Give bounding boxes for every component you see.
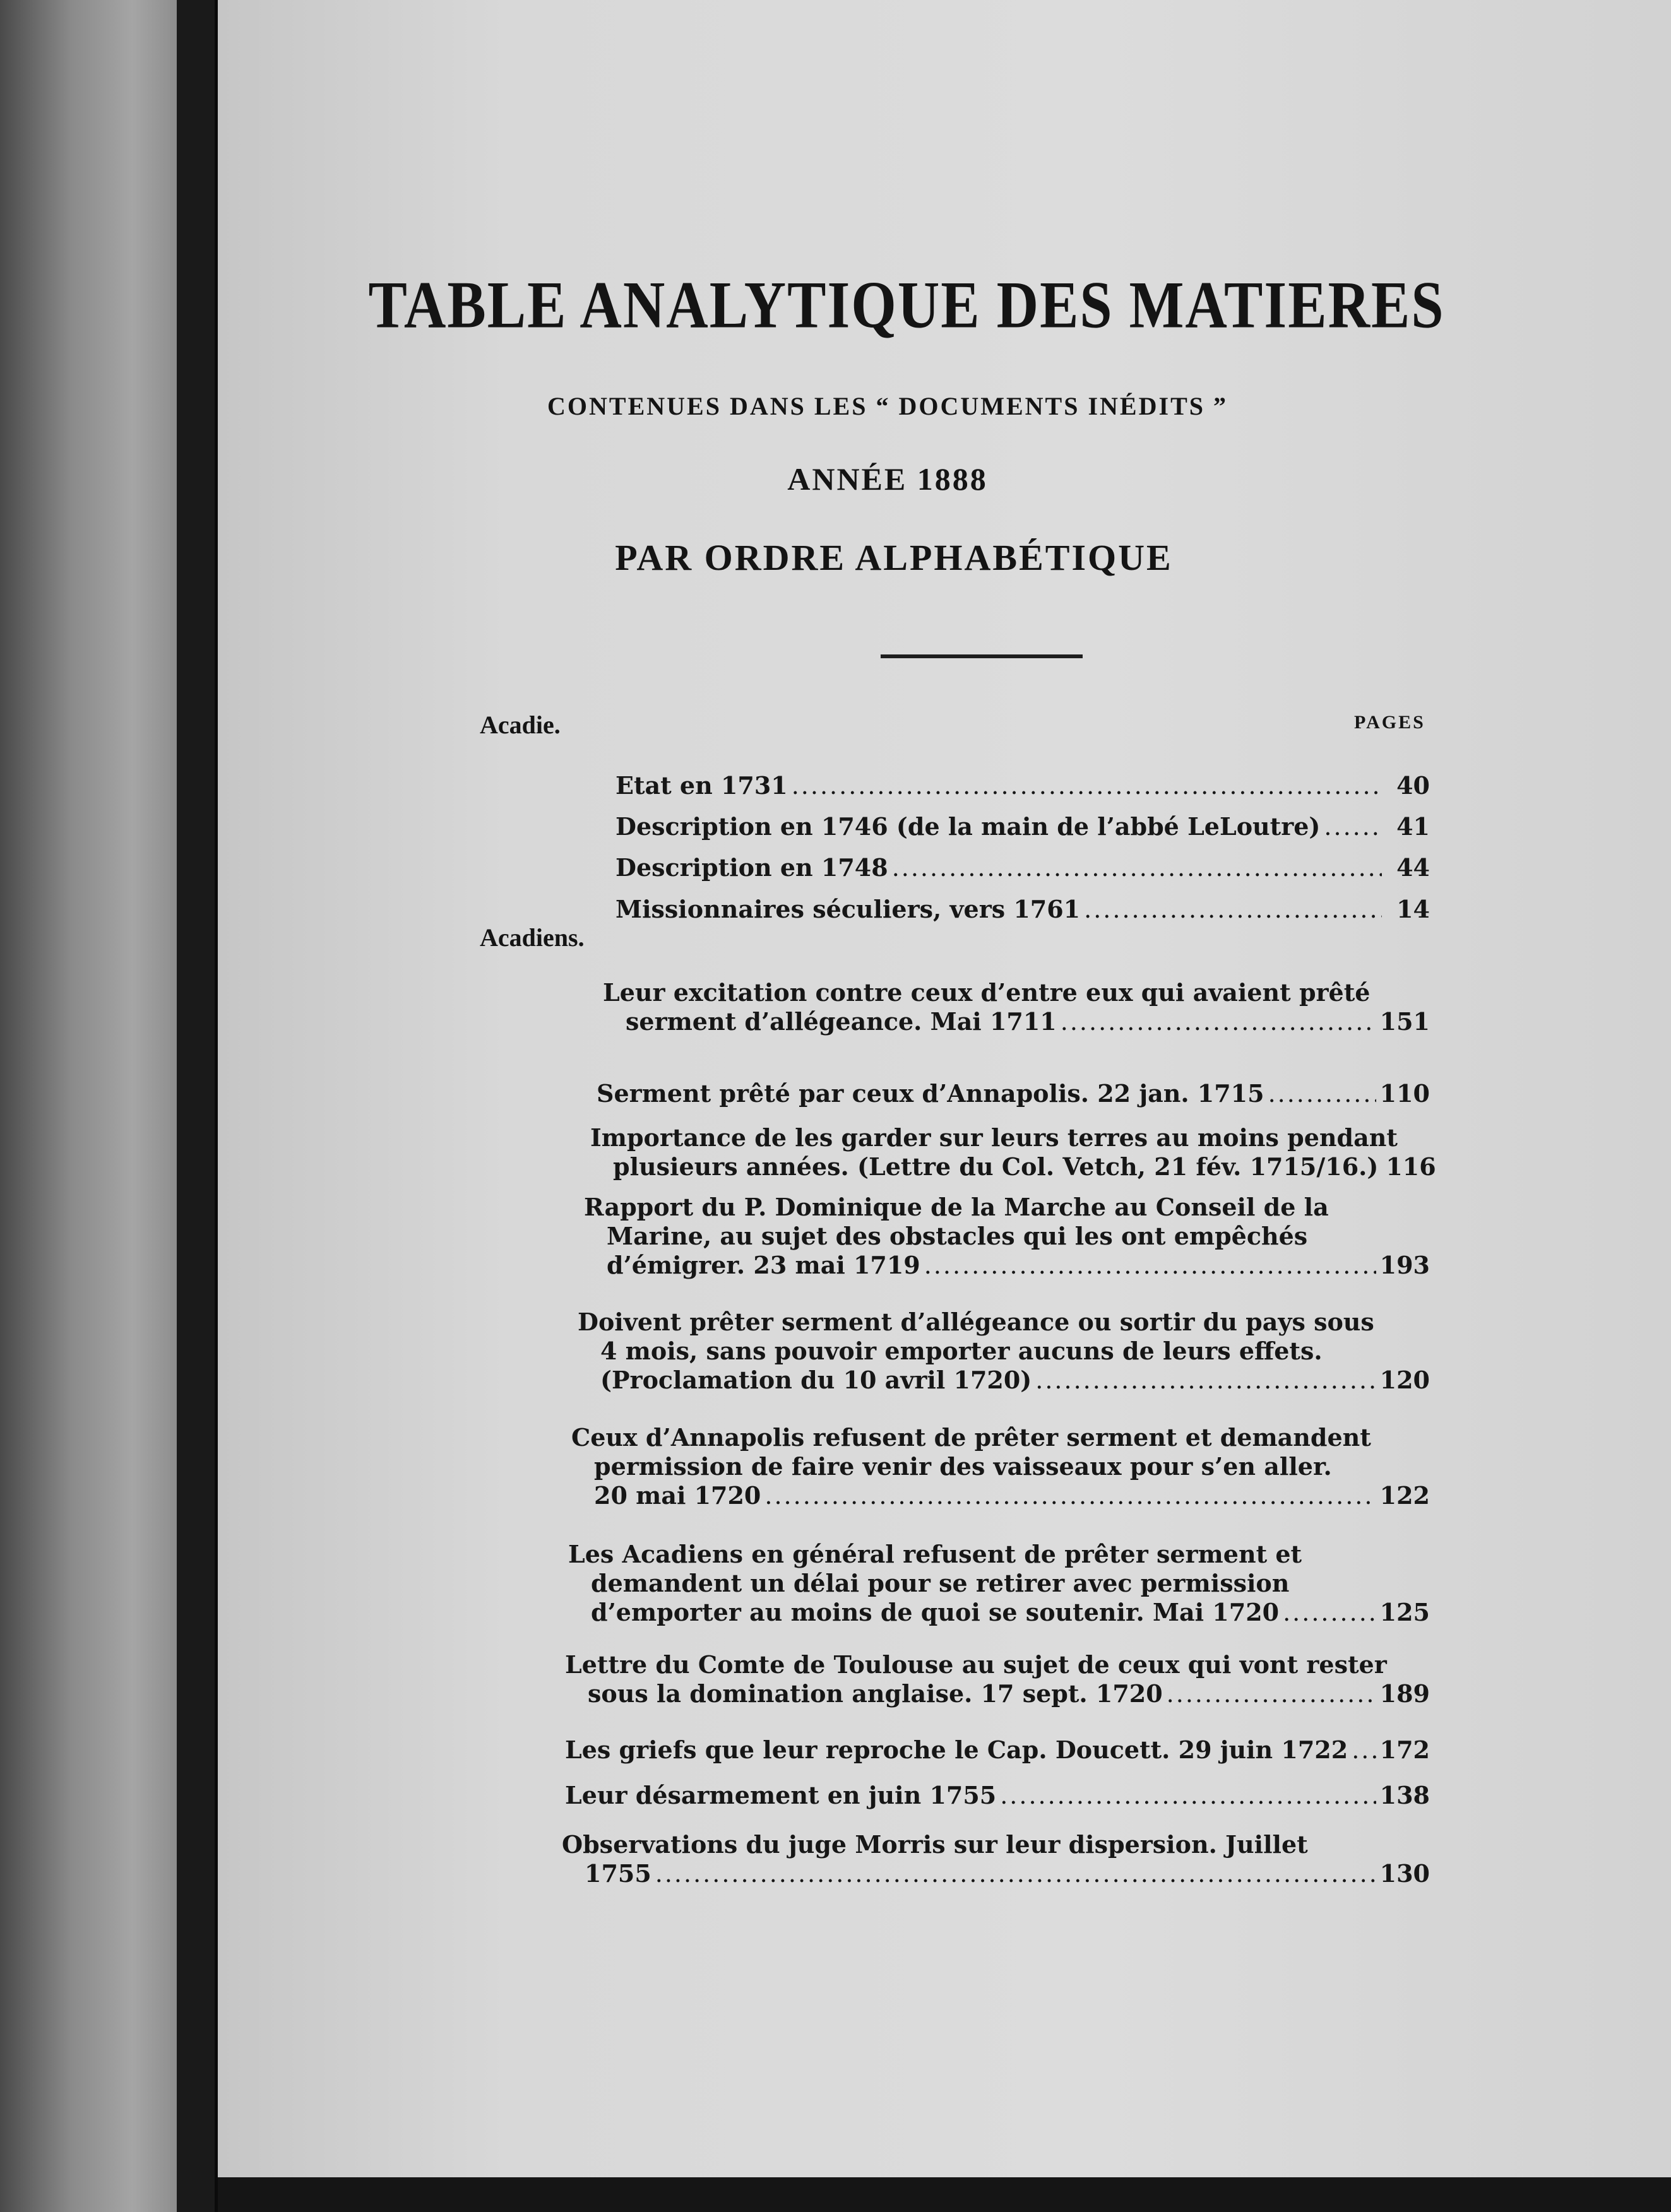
entry-text-line: Doivent prêter serment d’allégeance ou sortir du pays sous <box>578 1308 1374 1336</box>
entry-page-number: 14 <box>1396 895 1430 923</box>
entry-text-line: 1755 <box>585 1859 651 1888</box>
dot-leader <box>764 1481 1376 1510</box>
entry-page-number: 189 <box>1379 1679 1430 1708</box>
entry-final-line <box>615 853 1430 882</box>
entry-final-line <box>565 1736 1430 1765</box>
entry-page-number: 122 <box>1379 1481 1430 1510</box>
entry-final-line <box>584 1251 1430 1280</box>
section-heading: Acadiens. <box>480 923 585 952</box>
entry-text-line: d’emporter au moins de quoi se soutenir. Mai 1720 <box>591 1598 1280 1626</box>
dot-leader <box>1084 895 1382 924</box>
index-entry <box>562 1830 1430 1888</box>
entry-final-line <box>615 771 1430 800</box>
entry-text-line: Serment prêté par ceux d’Annapolis. 22 jan. 1715 <box>597 1079 1264 1108</box>
entry-final-line <box>615 812 1430 841</box>
entry-text-line: demandent un délai pour se retirer avec permission <box>591 1569 1290 1597</box>
scan-bottom-edge <box>218 2177 1671 2212</box>
entry-text-line: Observations du juge Morris sur leur dispersion. Juillet <box>562 1830 1308 1859</box>
index-entry <box>603 978 1430 1036</box>
entry-page-number: 172 <box>1379 1736 1430 1764</box>
dot-leader <box>892 853 1382 882</box>
entry-text-line: Lettre du Comte de Toulouse au sujet de ceux qui vont rester <box>565 1650 1387 1679</box>
dot-leader <box>1268 1079 1376 1108</box>
document-title: TABLE ANALYTIQUE DES MATIERES <box>368 268 1445 342</box>
entry-page-number: 151 <box>1379 1007 1430 1036</box>
entry-text-line: Marine, au sujet des obstacles qui les ont empêchés <box>607 1222 1308 1250</box>
dot-leader <box>924 1251 1376 1280</box>
entry-final-line <box>590 1152 1436 1181</box>
entry-text-line: sous la domination anglaise. 17 sept. 1720 <box>588 1679 1163 1708</box>
entry-page-number: 120 <box>1379 1366 1430 1394</box>
entry-text-line: Les Acadiens en général refusent de prêter serment et <box>568 1540 1302 1568</box>
document-subtitle: CONTENUES DANS LES “ DOCUMENTS INÉDITS ” <box>547 392 1228 420</box>
dot-leader <box>1035 1366 1376 1395</box>
entry-page-number: 40 <box>1396 771 1430 800</box>
entry-text-line: permission de faire venir des vaisseaux pour s’en aller. <box>594 1452 1332 1481</box>
entry-text-line: d’émigrer. 23 mai 1719 <box>607 1251 920 1279</box>
entry-text-line: 4 mois, sans pouvoir emporter aucuns de leurs effets. <box>600 1337 1323 1365</box>
entry-text-line: Leur désarmement en juin 1755 <box>565 1781 997 1809</box>
index-entry <box>578 1308 1430 1395</box>
dot-leader <box>655 1859 1376 1888</box>
entry-page-number: 193 <box>1379 1251 1430 1279</box>
index-entry <box>568 1540 1430 1627</box>
entry-page-number: 125 <box>1379 1598 1430 1626</box>
index-entry <box>565 1736 1430 1765</box>
entry-text-line: Description en 1748 <box>615 853 888 882</box>
entry-text-line: 20 mai 1720 <box>594 1481 761 1510</box>
dot-leader <box>1352 1736 1376 1765</box>
index-entry <box>615 895 1430 924</box>
pages-column-label: PAGES <box>1354 712 1425 733</box>
index-entry <box>584 1193 1430 1280</box>
entry-text-line: Leur excitation contre ceux d’entre eux qui avaient prêté <box>603 978 1371 1007</box>
entry-final-line <box>597 1079 1430 1108</box>
entry-final-line <box>615 895 1430 924</box>
entry-final-line <box>565 1679 1430 1708</box>
index-entry <box>571 1423 1430 1510</box>
entry-final-line <box>568 1598 1430 1627</box>
entry-text-line: Description en 1746 (de la main de l’abbé LeLoutre) <box>615 812 1321 841</box>
entry-text-line: Les griefs que leur reproche le Cap. Doucett. 29 juin 1722 <box>565 1736 1348 1764</box>
entry-page-number: 44 <box>1396 853 1430 882</box>
index-entry <box>615 812 1430 841</box>
entry-page-number: 138 <box>1379 1781 1430 1809</box>
document-order: PAR ORDRE ALPHABÉTIQUE <box>615 537 1173 578</box>
entry-page-number: 41 <box>1396 812 1430 841</box>
entry-page-number: 130 <box>1379 1859 1430 1888</box>
entry-text-line: serment d’allégeance. Mai 1711 <box>626 1007 1057 1036</box>
dot-leader <box>792 771 1382 800</box>
dot-leader <box>1061 1007 1376 1036</box>
section-heading: Acadie. <box>480 711 561 739</box>
index-entry <box>565 1650 1430 1708</box>
index-entries <box>218 0 1671 2177</box>
entry-text-line: Rapport du P. Dominique de la Marche au Conseil de la <box>584 1193 1329 1221</box>
entry-final-line <box>603 1007 1430 1036</box>
dot-leader <box>1167 1679 1376 1708</box>
index-entry <box>615 853 1430 882</box>
dot-leader <box>1000 1781 1376 1810</box>
entry-text-line: Ceux d’Annapolis refusent de prêter serment et demandent <box>571 1423 1371 1452</box>
entry-final-line <box>562 1859 1430 1888</box>
entry-page-number: 110 <box>1379 1079 1430 1108</box>
entry-text-line: Importance de les garder sur leurs terres au moins pendant <box>590 1123 1398 1152</box>
left-facing-page <box>0 0 177 2212</box>
entry-text-line: (Proclamation du 10 avril 1720) <box>600 1366 1032 1394</box>
entry-final-line <box>571 1481 1430 1510</box>
dot-leader <box>1283 1598 1376 1627</box>
index-entry <box>597 1079 1430 1108</box>
entry-text-line: Etat en 1731 <box>615 771 788 800</box>
dot-leader <box>1324 812 1382 841</box>
index-entry <box>615 771 1430 800</box>
document-page <box>218 0 1671 2177</box>
entry-final-line <box>565 1781 1430 1810</box>
entry-page-number: 116 <box>1386 1152 1436 1181</box>
entry-final-line <box>578 1366 1430 1395</box>
document-year: ANNÉE 1888 <box>787 461 988 497</box>
entry-text-line: Missionnaires séculiers, vers 1761 <box>615 895 1081 923</box>
index-entry <box>565 1781 1430 1810</box>
entry-text-line: plusieurs années. (Lettre du Col. Vetch, 21 fév. 1715/16.) <box>613 1152 1379 1181</box>
index-entry <box>590 1123 1436 1181</box>
